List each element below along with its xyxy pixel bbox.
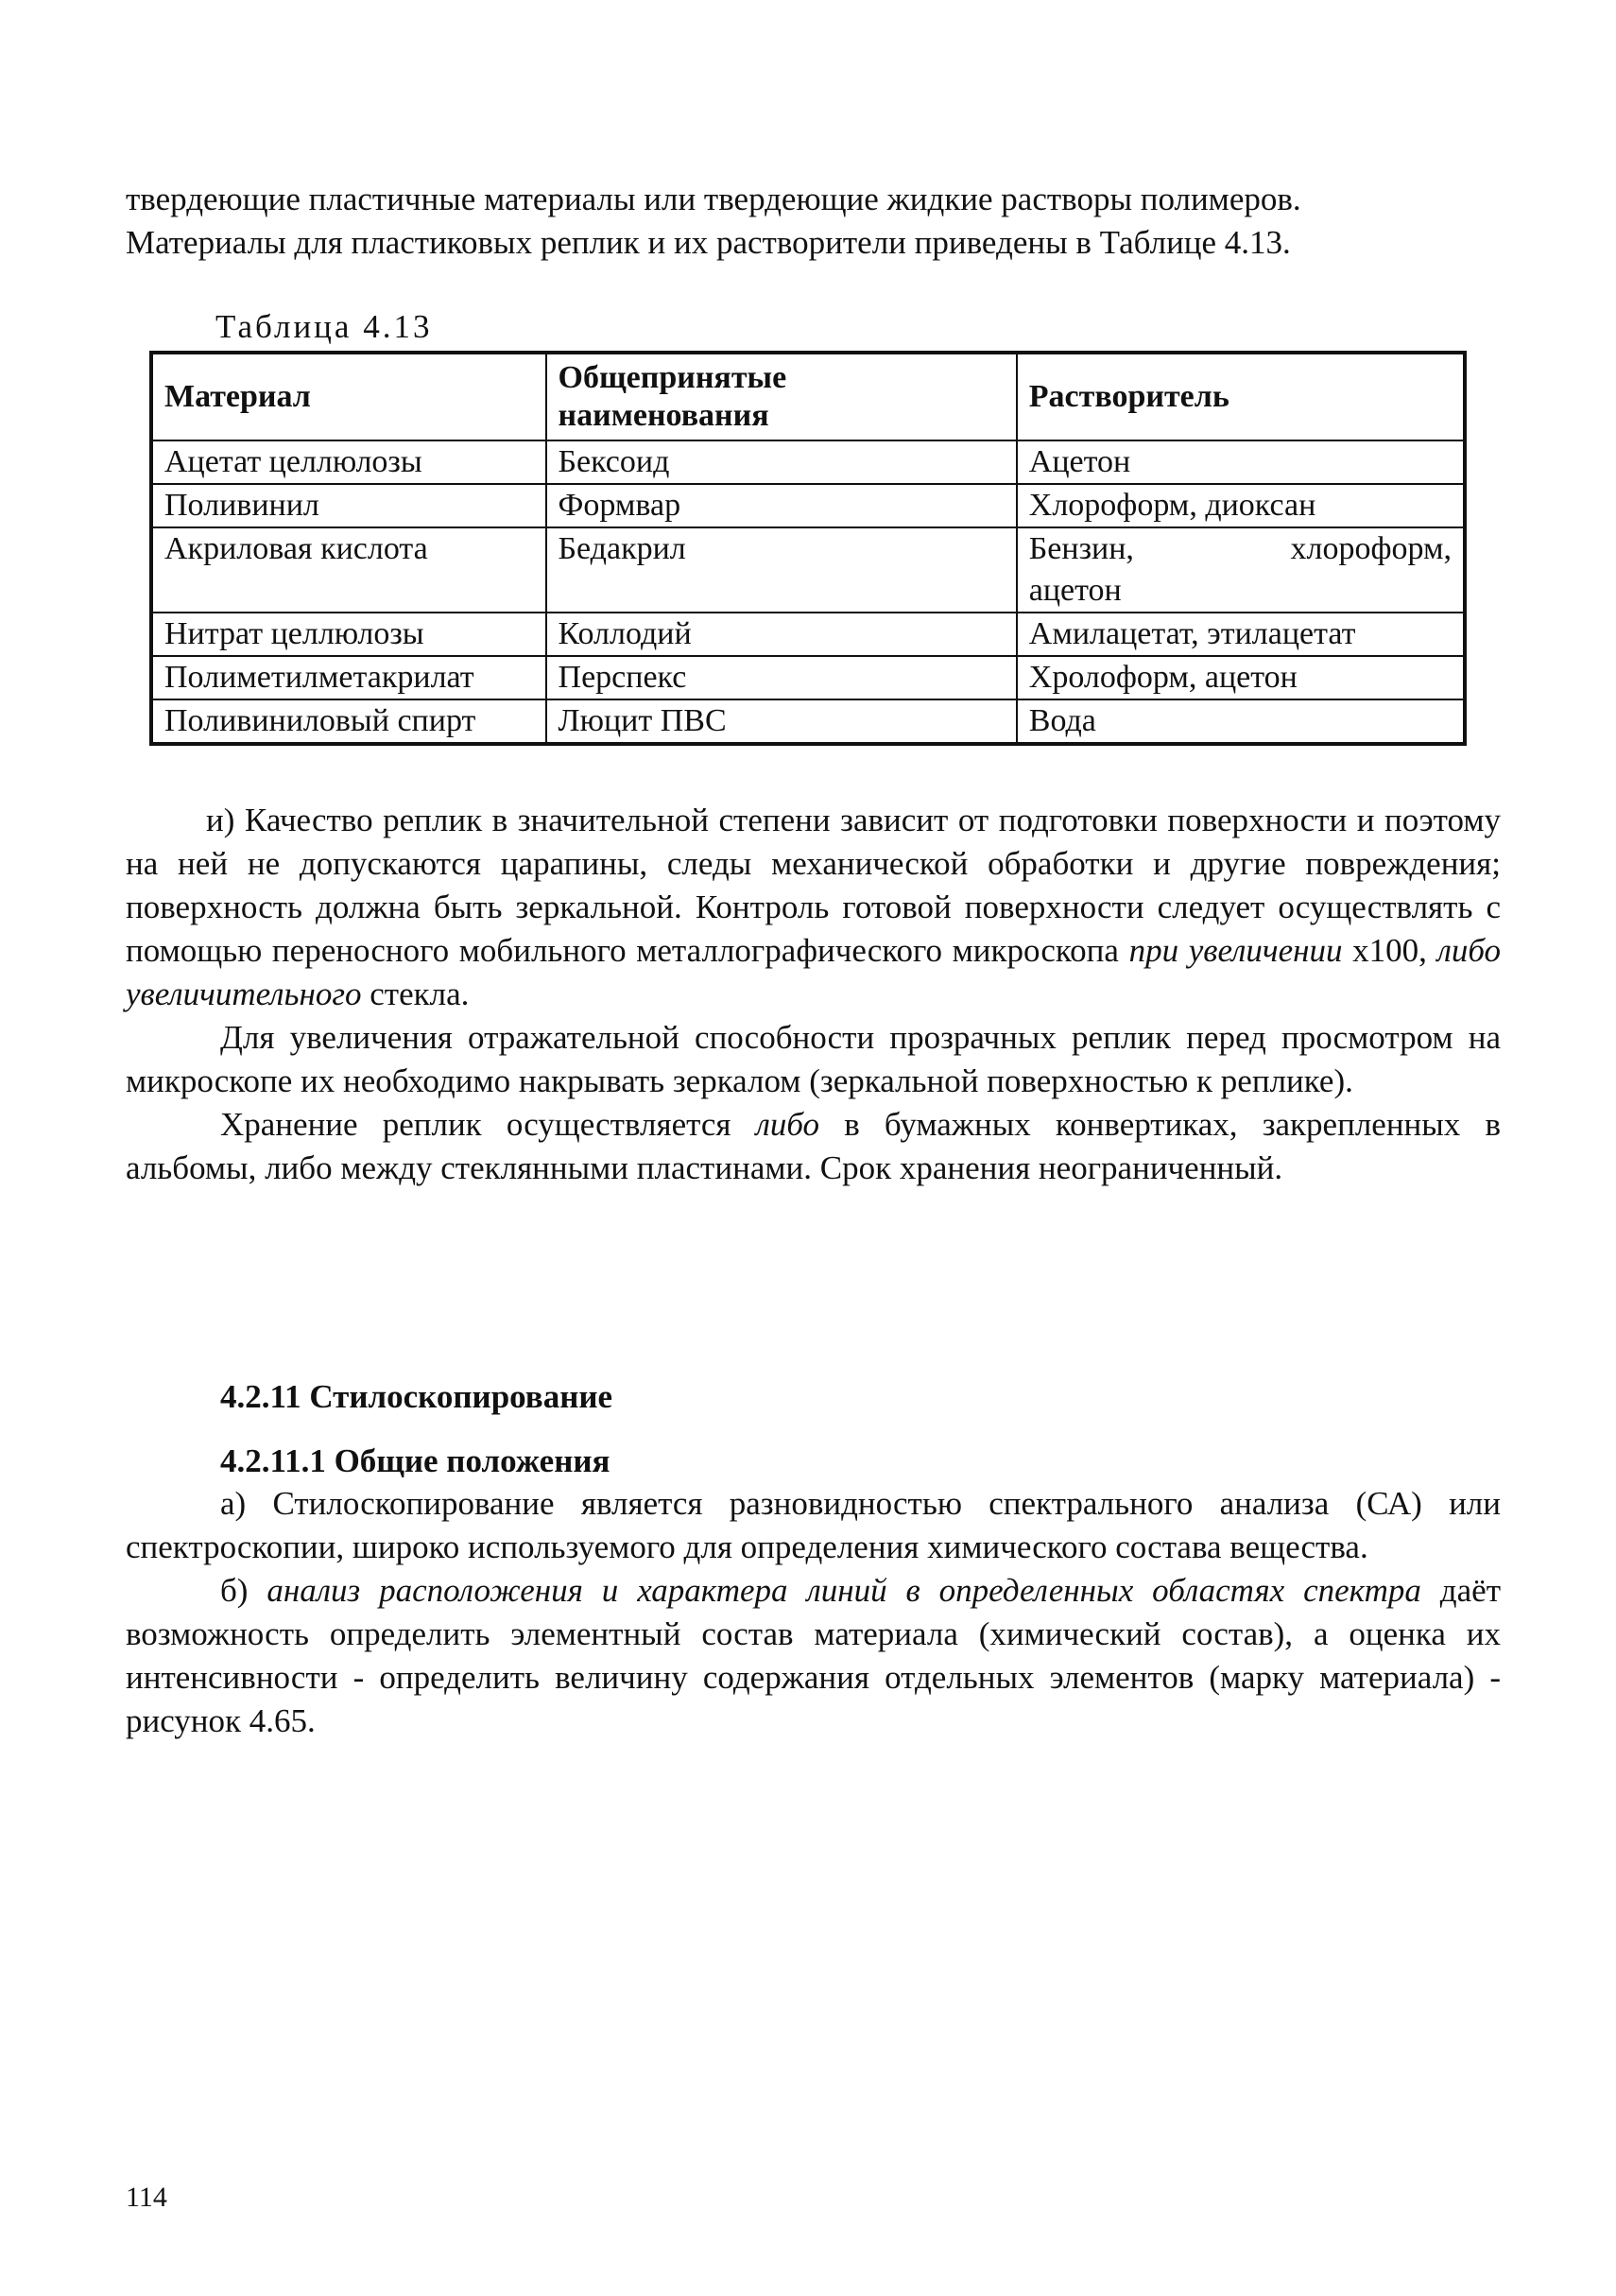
cell-name: Бедакрил bbox=[546, 527, 1017, 613]
header-material: Материал bbox=[151, 353, 546, 440]
cell-name: Формвар bbox=[546, 484, 1017, 527]
header-solvent: Растворитель bbox=[1017, 353, 1465, 440]
emphasis-magnification: при увеличении bbox=[1128, 932, 1343, 969]
table-row bbox=[151, 699, 1465, 744]
paragraph-b-marker: б) bbox=[220, 1572, 267, 1609]
paragraph-quality bbox=[126, 799, 1501, 1016]
paragraph-a: а) Стилоскопирование является разновидностью спектрального анализа (СА) или спектроскопии, широко используемого для определения химического состава вещества. bbox=[126, 1485, 1501, 1565]
paragraph-storage-a: Хранение реплик осуществляется bbox=[220, 1106, 756, 1143]
materials-table bbox=[149, 351, 1467, 746]
cell-material: Полиметилметакрилат bbox=[151, 656, 546, 699]
cell-solvent-line-2: ацетон bbox=[1028, 573, 1122, 608]
cell-name: Перспекс bbox=[546, 656, 1017, 699]
header-common-names: Общепринятые наименования bbox=[546, 353, 1017, 440]
cell-material: Нитрат целлюлозы bbox=[151, 613, 546, 656]
paragraph-reflection: Для увеличения отражательной способности прозрачных реплик перед просмотром на микроскопе их необходимо накрывать зеркалом (зеркальной поверхностью к реплике). bbox=[126, 1019, 1501, 1099]
paragraph-b bbox=[126, 1569, 1501, 1743]
subsection-heading: 4.2.11.1 Общие положения bbox=[220, 1442, 610, 1479]
cell-solvent: Вода bbox=[1017, 699, 1465, 744]
cell-solvent: Хролоформ, ацетон bbox=[1017, 656, 1465, 699]
paragraph-b-rest: даёт возможность определить элементный состав материала (химический состав), а оценка их интенсивности - определить величину содержания отдельных элементов (марку материала) - рисунок 4.65. bbox=[126, 1572, 1501, 1739]
item-marker: и) bbox=[206, 802, 235, 838]
emphasis-magnifier: либо увеличительного bbox=[126, 932, 1501, 1012]
cell-solvent: Амилацетат, этилацетат bbox=[1017, 613, 1465, 656]
table-row bbox=[151, 613, 1465, 656]
table-row bbox=[151, 484, 1465, 527]
magnification-value: х100, bbox=[1342, 932, 1437, 969]
intro-line-2: Материалы для пластиковых реплик и их растворители приведены в Таблице 4.13. bbox=[126, 224, 1291, 261]
paragraph-storage-b: в бумажных конвертиках, закрепленных в альбомы, либо между стеклянными пластинами. Срок хранения неограниченный. bbox=[126, 1106, 1501, 1186]
cell-material: Акриловая кислота bbox=[151, 527, 546, 613]
replica-text bbox=[126, 799, 1501, 1190]
stiloscopy-text bbox=[126, 1482, 1501, 1743]
cell-material: Поливиниловый спирт bbox=[151, 699, 546, 744]
paragraph-quality-end: стекла. bbox=[361, 975, 470, 1012]
emphasis-analysis: анализ расположения и характера линий в определенных областях спектра bbox=[266, 1572, 1421, 1609]
table-caption: Таблица 4.13 bbox=[215, 308, 433, 345]
paragraph-storage bbox=[126, 1103, 1501, 1190]
table-row bbox=[151, 527, 1465, 613]
table-row bbox=[151, 656, 1465, 699]
cell-name: Бексоид bbox=[546, 440, 1017, 484]
table-row bbox=[151, 440, 1465, 484]
cell-solvent bbox=[1017, 527, 1465, 613]
cell-solvent-line-1: Бензин, хлороформ, bbox=[1028, 531, 1452, 566]
cell-material: Поливинил bbox=[151, 484, 546, 527]
cell-material: Ацетат целлюлозы bbox=[151, 440, 546, 484]
intro-line-1: твердеющие пластичные материалы или твердеющие жидкие растворы полимеров. bbox=[126, 181, 1301, 217]
table-header-row bbox=[151, 353, 1465, 440]
cell-name: Коллодий bbox=[546, 613, 1017, 656]
emphasis-either: либо bbox=[755, 1106, 820, 1143]
cell-name: Люцит ПВС bbox=[546, 699, 1017, 744]
page-number: 114 bbox=[126, 2182, 167, 2213]
section-heading: 4.2.11 Стилоскопирование bbox=[220, 1378, 613, 1415]
intro-paragraph bbox=[126, 178, 1501, 265]
cell-solvent: Хлороформ, диоксан bbox=[1017, 484, 1465, 527]
paragraph-quality-text: Качество реплик в значительной степени зависит от подготовки поверхности и поэтому на ней не допускаются царапины, следы механической обработки и другие повреждения; поверхность должна быть зеркальной. Контроль готовой поверхности следует осуществлять с помощью переносного мобильного металлографического микроскопа bbox=[126, 802, 1501, 969]
cell-solvent: Ацетон bbox=[1017, 440, 1465, 484]
